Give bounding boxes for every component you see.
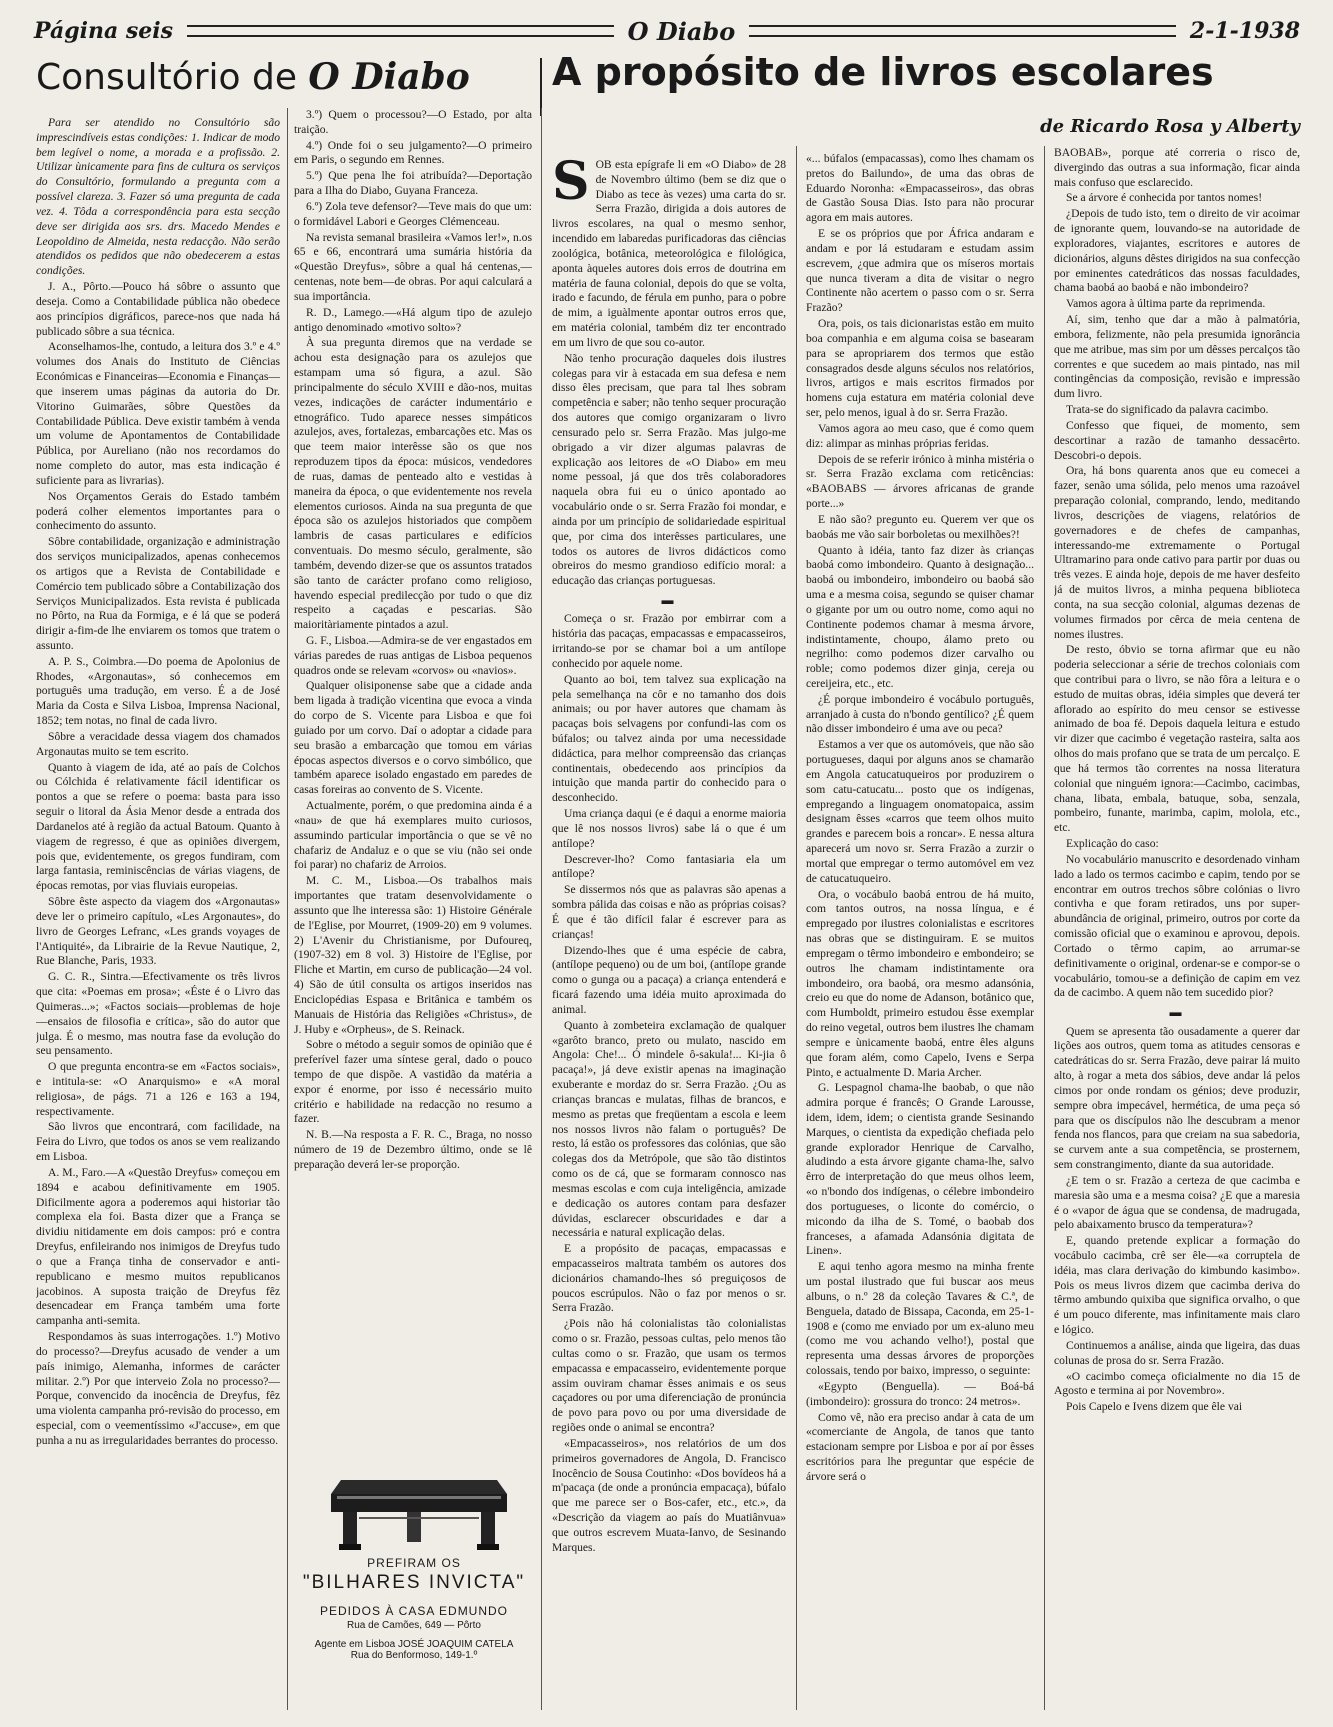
paragraph: M. C. M., Lisboa.—Os trabalhos mais importantes que tratam desenvolvidamente o assunto que lhe interessa são: 1) Histoire Générale de l'Eglise, por Mourret, (1909-20) em 9 volumes. 2) L'Avenir du Christianisme, por Dufoureq, (1907-32) em 8 vol. 3) Histoire de l'Eglise, por Fliche et Martin, em curso de publicação—24 vol. 4) São de útil consulta os artigos inseridos nas Enciclopédias Espasa e Britânica e também os Manuais de História das Religiões «Christus», de J. Huby e «Orpheus», de S. Reinack. bbox=[294, 874, 532, 1036]
paragraph: Estamos a ver que os automóveis, que não são portugueses, daqui por alguns anos se chamarão em Angola catucatuqueiros por produzirem o som catu-catucatu... posto que os indígenas, empregando a linguagem onomatopaica, assim designam êsses «carros que teem olhos muito grandes e parecem bois a roncar». E nessa altura aparecerá um novo sr. Serra Frazão a zurzir o mortal que empregar o termo automóvel em vez de catucatuqueiro. bbox=[806, 738, 1034, 885]
article-column-3 bbox=[1054, 146, 1300, 1710]
paragraph: Se a árvore é conhecida por tantos nomes! bbox=[1066, 191, 1263, 205]
paragraph: Dizendo-lhes que é uma espécie de cabra, (antílope pequeno) ou de um boi, (antílope grande como o gunga ou a pacaça) a criança entenderá e ficará fazendo uma idéia muito aproximada do animal. bbox=[552, 943, 786, 1016]
paragraph: Trata-se do significado da palavra cacimbo. bbox=[1066, 403, 1269, 417]
paragraph-text: OB esta epígrafe li em «O Diabo» de 28 de Novembro último (bem se diz que o Diabo as tece às vezes) uma carta do sr. Serra Frazão, dirigida a dois autores de livros escolares, na qual o mesmo senhor, incendido em labaredas purificadoras das ciências zoológica, botânica, meteorológica e filológica, aponta àqueles autores dois erros de doutrina em matéria de fauna colonial, depois do que se volta, irado e facundo, de férula em punho, para o pobre de mim, a iguàlmente apontar outros erros que, em matéria colonial, também diz ter encontrado em um livro de que sou co-autor. bbox=[552, 158, 786, 349]
paragraph: Sôbre contabilidade, organização e administração dos serviços municipalizados, apenas conhecemos os artigos que a Revista de Contabilidade e Comércio tem publicado sôbre a Contabilização dos Serviços Municipalizados. Esta revista é publicada no Pôrto, na Rua da Formiga, e é lá que se poderá dirigir a-fim-de lhe enviarem os tomos que tratem o assunto. bbox=[36, 535, 280, 652]
paragraph: «Empacasseiros», nos relatórios de um dos primeiros governadores de Angola, D. Francisco Inocêncio de Sousa Coutinho: «Dos bovídeos há a m'pacaça (de onde a pronúncia empacaça), búfalo que me parece ser o Bos-cafer, etc., etc.», da «Descrição da viagem ao país do Muatiânvua» que outros escrevem Muata-Ianvo, de Sesinando Marques. bbox=[552, 1436, 786, 1554]
paragraph: Sôbre a veracidade dessa viagem dos chamados Argonautas muito se tem escrito. bbox=[36, 729, 280, 758]
paragraph: Ora, pois, os tais dicionaristas estão em muito boa companhia e em alguma coisa se basearam para se apropriarem dos termos que estão consagrados desde alguns séculos nos relatórios, livros, artigos e mais escritos firmados por homens cuja estatura em matéria colonial deve ser, pelo menos, igual à do sr. Serra Frazão. bbox=[806, 317, 1034, 420]
paragraph: Quanto à idéia, tanto faz dizer às crianças baobá como imbondeiro. Quanto à designação... baobá ou imbondeiro, imbondeiro ou baobá são uma e a mesma coisa, segundo se quiser chamar o gigante por um ou outro nome, como aqui no Continente podemos chamar à mesma árvore, indistintamente, choupo, álamo preto ou negrilho: como podemos dizer carvalho ou roble; como podemos dizer ginja, cereja ou cereijeira, etc., etc. bbox=[806, 543, 1034, 690]
paragraph: BAOBAB», porque até correria o risco de, divergindo das outras a sua informação, ficar ainda mais confuso que esclarecido. bbox=[1054, 146, 1300, 189]
paragraph: O que pregunta encontra-se em «Factos sociais», e intitula-se: «O Anarquismo» e «A moral religiosa», de págs. 71 a 126 e 163 a 194, respectivamente. bbox=[36, 1060, 280, 1118]
paragraph: ¿Pois não há colonialistas tão colonialistas como o sr. Frazão, pessoas cultas, pelo menos tão cultas como o sr. Frazão, que usam os termos empacassa e empacasseiro, evidentemente porque assim ouviram chamar êsses animais e os seus caçadores ou por uma diferenciação de pronúncia de povo para povo ou por uma diversidade de regiões onde o animal se encontra? bbox=[552, 1317, 786, 1435]
paragraph: «Egypto (Benguella). — Boá-bá (imbondeiro): grossura do tronco: 24 metros». bbox=[806, 1379, 1034, 1408]
paragraph: Descrever-lho? Como fantasiaria ela um antílope? bbox=[552, 852, 786, 881]
ad-line: PEDIDOS À CASA EDMUNDO bbox=[319, 1604, 509, 1618]
paragraph: Na revista semanal brasileira «Vamos ler!», n.os 65 e 66, encontrará uma sumária história da «Questão Dreyfus», sôbre a qual há centenas,—centenas, note bem—de obras. Por aqui calculará a sua importância. bbox=[294, 230, 532, 303]
paragraph: Uma criança daqui (e é daqui a enorme maioria que lê nos nossos livros) sabe lá o que é um antílope? bbox=[552, 807, 786, 850]
paragraph: Explicação do caso: bbox=[1066, 837, 1159, 851]
article-column-1 bbox=[552, 158, 786, 1710]
column-rule bbox=[287, 108, 288, 1710]
consultorio-column-2 bbox=[294, 108, 532, 1448]
paragraph: G. F., Lisboa.—Admira-se de ver engastados em várias paredes de ruas antigas de Lisboa pequenos quadros onde se relevam «corvos» ou «navios». bbox=[294, 633, 532, 677]
paragraph: Pois Capelo e Ivens dizem que êle vai bbox=[1066, 1400, 1243, 1414]
paragraph: 6.º) Zola teve defensor?—Teve mais do que um: o formidável Labori e Georges Clémenceau. bbox=[294, 199, 532, 228]
paragraph: Vamos agora ao meu caso, que é como quem diz: alimpar as minhas próprias feridas. bbox=[806, 421, 1034, 450]
issue-date: 2-1-1938 bbox=[1189, 18, 1300, 44]
paragraph: Qualquer olisiponense sabe que a cidade anda bem ligada à tradição vicentina que evoca a vinda do corpo de S. Vicente para Lisboa e que foi guiado por um corvo. Daí o adoptar a cidade para seu brasão a embarcação que tomou em várias épocas aspectos diversos e o corvo simbólico, que também aparece isolado engastado em paredes de casas foreiras ao convento de S. Vicente. bbox=[294, 679, 532, 797]
paragraph: ¿É porque imbondeiro é vocábulo português, arranjado à custa do n'bondo gentílico? ¿É quem não disser imbondeiro é uma ave ou peca? bbox=[806, 692, 1034, 736]
ad-agent: Agente em Lisboa JOSÉ JOAQUIM CATELA bbox=[314, 1639, 514, 1650]
paragraph: G. C. R., Sintra.—Efectivamente os três livros que cita: «Poemas em prosa»; «Éste é o Livro das Quimeras...»; «Factos sociais—problemas de hoje—ensaios de filosofia e crítica», são do autor que julga. É o mesmo, mas noutra fase da evolução do seu pensamento. bbox=[36, 970, 280, 1058]
paragraph: R. D., Lamego.—«Há algum tipo de azulejo antigo denominado «motivo solto»? bbox=[294, 305, 532, 334]
consultorio-heading bbox=[36, 56, 532, 116]
paragraph: Vamos agora à última parte da reprimenda. bbox=[1066, 297, 1266, 311]
paragraph: E aqui tenho agora mesmo na minha frente um postal ilustrado que fui buscar aos meus albuns, o n.º 28 da coleção Tavares & C.ª, de Benguela, datado de Bissapa, Caconda, em 25-1-1908 e (como me enviado por um ex-aluno meu (como me vou achando velho!), postal que representa uma dessas árvores de proporções colossais, tendo por baixo, impresso, o seguinte: bbox=[806, 1260, 1034, 1378]
paragraph: E não são? pregunto eu. Querem ver que os baobás me vão sair borboletas ou mexilhões?! bbox=[806, 512, 1034, 541]
paragraph: J. A., Pôrto.—Pouco há sôbre o assunto que deseja. Como a Contabilidade pública não obedece aos princípios digráficos, parece-nos que nada há publicado sôbre a sua técnica. bbox=[36, 280, 280, 338]
paragraph: Actualmente, porém, o que predomina ainda é a «nau» de que há exemplares muito curiosos, assumindo particular importância o que se vê no chafariz de Andaluz e o que se viu (não sei onde foi parar) no chafariz de Arroios. bbox=[294, 799, 532, 872]
paragraph: Quanto ao boi, tem talvez sua explicação na pela semelhança na côr e no tamanho dos dois animais; ou por haver autores que chamam às pacaças bois selvagens por confundi-las com os búfalos; ou talvez ainda por uma necessidade didáctica, para melhor compreensão das crianças continentais, obedecendo aos princípios da intuição que manda partir do conhecido para o desconhecido. bbox=[552, 672, 786, 805]
page-label: Página seis bbox=[34, 18, 173, 44]
column-rule bbox=[796, 146, 797, 1710]
paragraph: De resto, óbvio se torna afirmar que eu não poderia seleccionar a série de trechos coloniais com que contribui para o livro, se não fôra a leitura e o estudo de muitas obras, idéia simples que deverá ter aflorado ao espírito do meu censor se estivesse animado de boa fé. Depois daquela leitura e estudo vir dizer que cacimbo é vegetação rasteira, salta aos olhos do mais profano que se trata de um percalço. E que há termos tão correntes na nossa literatura colonial que ninguém ignora:—Cacimbo, cacimbas, chana, libata, embala, batuque, soba, senzala, pombeiro, funante, marimba, capim, molola, etc., etc. bbox=[1054, 643, 1300, 835]
paragraph: Respondamos às suas interrogações. 1.º) Motivo do processo?—Dreyfus acusado de vender a um país inimigo, Alemanha, informes de carácter militar. 2.º) Por que interveio Zola no processo?—Porque, convencido da inocência de Dreyfus, fêz uma violenta campanha pró-revisão do processo, em especial, com o veementíssimo «J'accuse», em que punha a nu as irregularidades berrantes do processo. bbox=[36, 1330, 280, 1447]
paper-title: O Diabo bbox=[627, 16, 736, 46]
paragraph: Quem se apresenta tão ousadamente a querer dar lições aos outros, quem toma as atitudes censoras e catedráticas do sr. Serra Frazão, deve pairar lá muito alto, à rogar a meta dos sábios, deve andar lá pelos cimos por onde rondam os génios; deve produzir, sempre obra impecável, hermética, de uma peça só para que os discípulos não lhe descubram a menor fenda nos flancos, para que creiam na sua sabedoria, se curvem ante a sua competência, se prosternem, sem constrangimento, diante da sua autoridade. bbox=[1054, 1024, 1300, 1172]
masthead-rule-left bbox=[187, 25, 614, 37]
paragraph: E, quando pretende explicar a formação do vocábulo cacimba, crê ser êle—«a corruptela de idéia, mas clara derivação do kimbundo kasimbo». Pois os meus livros dizem que cacimba deriva do têrmo ambundo quixiba que significa orvalho, o que é um pouco diferente, mas infinitamente mais claro e lógico. bbox=[1054, 1234, 1300, 1337]
paragraph: E se os próprios que por África andaram e andam e por lá estudaram e estudam assim escrevem, ¿que admira que os míseros mortais que nunca tiveram a dita de visitar o negro Continente não acertem o passo com o sr. Serra Frazão? bbox=[806, 227, 1034, 315]
paragraph: A. M., Faro.—A «Questão Dreyfus» começou em 1894 e acabou definitivamente em 1905. Dificilmente agora a poderemos aqui historiar tão complexa ela foi. Basta dizer que a França se dividiu nitidamente em dois campos: pró e contra Dreyfus, enfileirando nos inimigos de Dreyfus tudo o que a França tinha de conservador e anti-republicano e mesmo muitos republicanos jacobinos. A suposta traição de Dreyfus fêz desencadear em França também uma forte campanha anti-semita. bbox=[36, 1165, 280, 1328]
paragraph: Ora, o vocábulo baobá entrou de há muito, com tantos outros, na nossa língua, e é empregado por ilustres colonialistas e escritores nas obras que se distinguiram. E se muitos empregam o têrmo imbondeiro e embondeiro; se outros lhe chamam indistintamente ora imbondeiro, ora baobá, ora mesmo adansónia, creio eu que do nome de Adanson, botânico que, com Humboldt, primeiro estudou êsse exemplar do reino vegetal, outros bem ilustres lhe chamam sempre e ùnicamente baobá, entre êles alguns que foram além, como Capelo, Ivens e Serpa Pinto, e actualmente D. Maria Archer. bbox=[806, 887, 1034, 1079]
paragraph: Sôbre êste aspecto da viagem dos «Argonautas» deve ler o primeiro capítulo, «Les Argonautes», do livro de Georges Lefranc, «Les grands voyages de l'Antiquité», da Librairie de la Revue Nautique, 2, Rue Blanche, Paris, 1933. bbox=[36, 895, 280, 968]
paragraph: ¿Depois de tudo isto, tem o direito de vir acoimar de ignorante quem, louvando-se na autoridade de exploradores, viajantes, escritores e autores de dicionários, alguns dêstes dirigidos na sua confecção por eminentes catedráticos das nossas faculdades, chama baobá ao baobá e não imbondeiro? bbox=[1054, 207, 1300, 295]
drop-cap: S bbox=[552, 158, 590, 212]
ad-address: Rua de Camões, 649 — Pôrto bbox=[347, 1620, 481, 1631]
paragraph: Se dissermos nós que as palavras são apenas a sombra pálida das coisas e não as próprias coisas? É que é tão difícil falar é escrever para as crianças! bbox=[552, 883, 786, 941]
paragraph: Sobre o método a seguir somos de opinião que é preferível fazer uma síntese geral, dado o pouco tempo de que dispõe. A vastidão da matéria a expor é enorme, por isso é necessário muito critério e habilidade na redacção no resumo a fazer. bbox=[294, 1038, 532, 1126]
paragraph: Para ser atendido no Consultório são imprescindíveis estas condições: 1. Indicar de modo bem legível o nome, a morada e a profissão. 2. Utilizar ùnicamente para fins de cultura os serviços do Consultório, formulando a pregunta com a possível clareza. 3. Fazer só uma pregunta de cada vez. 4. Tôda a correspondência para esta secção deve ser dirigida aos srs. drs. Macedo Mendes e Leopoldino de Almeida, nesta redacção. Não serão atendidos os pedidos que não obedecerem a estas condições. bbox=[36, 116, 280, 278]
article-column-2 bbox=[806, 152, 1034, 1710]
paragraph: Não tenho procuração daqueles dois ilustres colegas para vir à estacada em sua defesa e nem disso êles precisam, que para tal lhes sobram competência e saber; não tenho sequer procuração dos autores que comigo organizaram o livro censurado pelo sr. Serra Frazão. Mas julgo-me obrigado a vir dizer algumas palavras de explicação aos leitores de «O Diabo» em meu nome pessoal, já que dos três colaboradores naquela obra fui eu o único apontado ao vocabulário onde o sr. Serra Frazão foi mondar, e ainda por um princípio de solidariedade espiritual que, por cima dos interêsses particulares, une todos os autores de livros didácticos como obreiros do mesmo grandioso edifício moral: a educação das crianças portuguesas. bbox=[552, 351, 786, 588]
section-divider: ▬ bbox=[1169, 1005, 1185, 1020]
paragraph: Aí, sim, tenho que dar a mão à palmatória, embora, felizmente, não pela presumida ignorância que me atribue, mas sim por um dêsses percalços tão correntes e que sucedem ao mais pintado, nas mil contingências da composição, revisão e impressão dum livro. bbox=[1054, 313, 1300, 401]
paragraph: Nos Orçamentos Gerais do Estado também poderá colher elementos importantes para o conhecimento do assunto. bbox=[36, 489, 280, 533]
paragraph: Aconselhamos-lhe, contudo, a leitura dos 3.º e 4.º volumes dos Anais do Instituto de Ciências Económicas e Financeiras—Economia e Finanças—que inserem umas páginas da autoria do Dr. Vitorino Guimarães, sôbre Questões da Contabilidade Pública. Deve existir também à venda um volume de Apontamentos de Contabilidade Pública, por Aureliano (não nos recordamos do nome completo do autor, mas esta indicação é suficiente para as livrarias). bbox=[36, 340, 280, 487]
paragraph: Confesso que fiquei, de momento, sem descortinar a razão de tamanho dessacêrto. Descobri-o depois. bbox=[1054, 418, 1300, 462]
column-rule bbox=[541, 108, 542, 1710]
paragraph: À sua pregunta diremos que na verdade se achou esta designação para os azulejos que estampam uma só figura, a azul. São principalmente do século XVIII e dão-nos, muitas vezes, indicações de carácter indumentário e etnográfico. Tudo aparece nesses simpáticos azulejos, aves, fortalezas, embarcações etc. Mas os que teem maior interêsse são os que nos reproduzem tipos da época: músicos, vendedores de ruas, damas de penteado alto e vestidas à maneira da época, o que evidentemente nos revela elementos curiosos. Ainda na sua pregunta de que época são os azulejos historiados que compõem lambris de casas particulares e edifícios conventuais. Do mesmo século, geralmente, são também, devendo dizer-se que os assuntos tratados são tanto de carácter profano como religioso, havendo especial predilecção por tudo o que diz respeito a caçadas e pescarias. São maioritàriamente pintados a azul. bbox=[294, 336, 532, 632]
article-byline: de Ricardo Rosa y Alberty bbox=[1040, 116, 1300, 137]
paragraph: 4.º) Onde foi o seu julgamento?—O primeiro em Paris, o segundo em Rennes. bbox=[294, 138, 532, 167]
paragraph: São livros que encontrará, com facilidade, na Feira do Livro, que todos os anos se vem realizando em Lisboa. bbox=[36, 1120, 280, 1164]
paragraph: ¿E tem o sr. Frazão a certeza de que cacimba e maresia são uma e a mesma coisa? ¿E que a maresia é o «vapor de água que se condensa, de madrugada, pelo abaixamento brusco da temperatura»? bbox=[1054, 1173, 1300, 1232]
paragraph: No vocabulário manuscrito e desordenado vinham lado a lado os termos cacimbo e capim, tendo por se encontrar em outros trechos sôbre colónias o livro contivha e que foram retirados, uns por super-abundância de original, primeiro, outros por corte da comissão oficial que o examinou e aprovou, depois. Cortado o têrmo capim, ao arrumar-se definitivamente o original, ordenar-se e compor-se o vocabulário, tomou-se a definição de capim em vez da de cacimbo. A quem não tem sucedido pior? bbox=[1054, 852, 1300, 1000]
paragraph: 3.º) Quem o processou?—O Estado, por alta traição. bbox=[294, 108, 532, 136]
paragraph bbox=[552, 158, 786, 351]
paragraph: G. Lespagnol chama-lhe baobab, o que não admira porque é francês; O Grande Larousse, idem, idem, idem; o cientista grande Sesinando Marques, o cientista da expedição chefiada pelo grande explorador Henrique de Carvalho, aludindo a esta árvore gigante chama-lhe, salvo êrro de interpretação do que meus olhos leem, «o n'bondo dos indígenas, o célebre imbondeiro dos portugueses, o liconte do comércio, o micondo da ilha de S. Tomé, o baobab dos franceses, a afamada Adansónia digitata de Linen». bbox=[806, 1081, 1034, 1258]
consultorio-heading-prefix: Consultório de bbox=[36, 57, 297, 98]
paragraph: «O cacimbo começa oficialmente no dia 15 de Agosto e termina ai por Novembro». bbox=[1054, 1369, 1300, 1398]
paragraph: Depois de se referir irónico à minha mistéria o sr. Serra Frazão exclama com reticências: «BAOBABS — árvores africanas de grande porte...» bbox=[806, 452, 1034, 511]
consultorio-heading-brand: O Diabo bbox=[308, 56, 470, 98]
paragraph: Começa o sr. Frazão por embirrar com a história das pacaças, empacassas e empacasseiros, irritando-se por se chamar boi a um antílope conhecido por aquele nome. bbox=[552, 612, 786, 670]
paragraph: Como vê, não era preciso andar à cata de um «comerciante de Angola, de tanos que tanto estacionam sempre por Lisboa e por aí por êsses escritórios para lhe preguntar que espécie de árvore será o bbox=[806, 1410, 1034, 1483]
article-title: A propósito de livros escolares bbox=[552, 50, 1214, 94]
masthead-rule-right bbox=[749, 25, 1176, 37]
section-divider: ▬ bbox=[661, 593, 677, 608]
paragraph: Ora, há bons quarenta anos que eu comecei a fazer, senão uma sólida, pelo menos uma razoável preparação colonial, comprando, lendo, meditando livros, descrições de viagens, relatórios de governadores e de chefes de campanhas, interessando-me extremamente o Portugal Ultramarino para onde cativo para partir por duas ou três vezes. E ainda hoje, depois de me haver desfeito já de muitos livros, a minha pequena biblioteca conta, na sua secção colonial, algumas dezenas de volumes firmados por cêrca de meia centena de nomes ilustres. bbox=[1054, 464, 1300, 641]
billiard-table-icon bbox=[319, 1460, 509, 1552]
ad-brand: "BILHARES INVICTA" bbox=[302, 1572, 526, 1593]
ad-line: PREFIRAM OS bbox=[367, 1556, 461, 1570]
paragraph: E a propósito de pacaças, empacassas e empacasseiros maltrata também os autores dos dicionários chamando-lhes só preguiçosos de poucos escrúpulos. Não o faz por menos o sr. Serra Frazão. bbox=[552, 1242, 786, 1315]
paragraph: N. B.—Na resposta a F. R. C., Braga, no nosso número de 19 de Dezembro último, onde se lê preparação deverá ler-se proporção. bbox=[294, 1128, 532, 1171]
paragraph: Quanto à viagem de ida, até ao país de Colchos ou Cólchida é relativamente fácil identificar os pontos a que se refere o poema: basta para isso seguir o litoral da Ásia Menor desde a entrada dos Dardanelos até à região da actual Batoum. Quanto à viagem de regresso, é que as opiniões divergem, pois que, evidentemente, os gregos fundiram, com larga fantasia, reminiscências de várias viagens, de épocas remotas, por vias fluviais europeias. bbox=[36, 760, 280, 893]
ad-agent-address: Rua do Benformoso, 149-1.º bbox=[350, 1650, 478, 1661]
paragraph: A. P. S., Coimbra.—Do poema de Apolonius de Rhodes, «Argonautas», só conhecemos em português uma tradução, em verso. É a de José Maria da Costa e Silva Lisboa, Imprensa Nacional, 1852; tem notas, no final de cada livro. bbox=[36, 654, 280, 728]
billiards-advertisement bbox=[296, 1452, 532, 1710]
masthead bbox=[34, 14, 1300, 48]
paragraph: Continuemos a análise, ainda que ligeira, das duas colunas de prosa do sr. Serra Frazão. bbox=[1054, 1338, 1300, 1367]
column-rule bbox=[1044, 146, 1045, 1710]
paragraph: Quanto à zombeteira exclamação de qualquer «garôto branco, preto ou mulato, nascido em Angola: Che!... Ó mindele ô-sakula!... Ki-jia ô pacaça!», já deve existir apenas na imaginação exuberante e mordaz do sr. Serra Frazão. ¿Ou as crianças brancas e mulatas, filhas de brancos, e mesmo as pretas que freqüentam a escola e leem nos nossos livros não falam o português? De resto, lá estão os professores das colónias, que são colegas dos da Metrópole, que são tão distintos como os de cá, que se formaram connosco nas mesmas escolas e com cuja inteligência, amizade e dedicação os autores contam para desfazer dúvidas, esclarecer obscuridades e dar a necessária e natural explicação delas. bbox=[552, 1018, 786, 1240]
paragraph: «... búfalos (empacassas), como lhes chamam os pretos do Bailundo», de uma das obras de Eduardo Noronha: «Empacasseiros», das obras de Gastão Sousa Dias. Isto para não procurar agora em mais autores. bbox=[806, 152, 1034, 225]
consultorio-column-1 bbox=[36, 116, 280, 1710]
paragraph: 5.º) Que pena lhe foi atribuída?—Deportação para a Ilha do Diabo, Guyana Franceza. bbox=[294, 169, 532, 198]
